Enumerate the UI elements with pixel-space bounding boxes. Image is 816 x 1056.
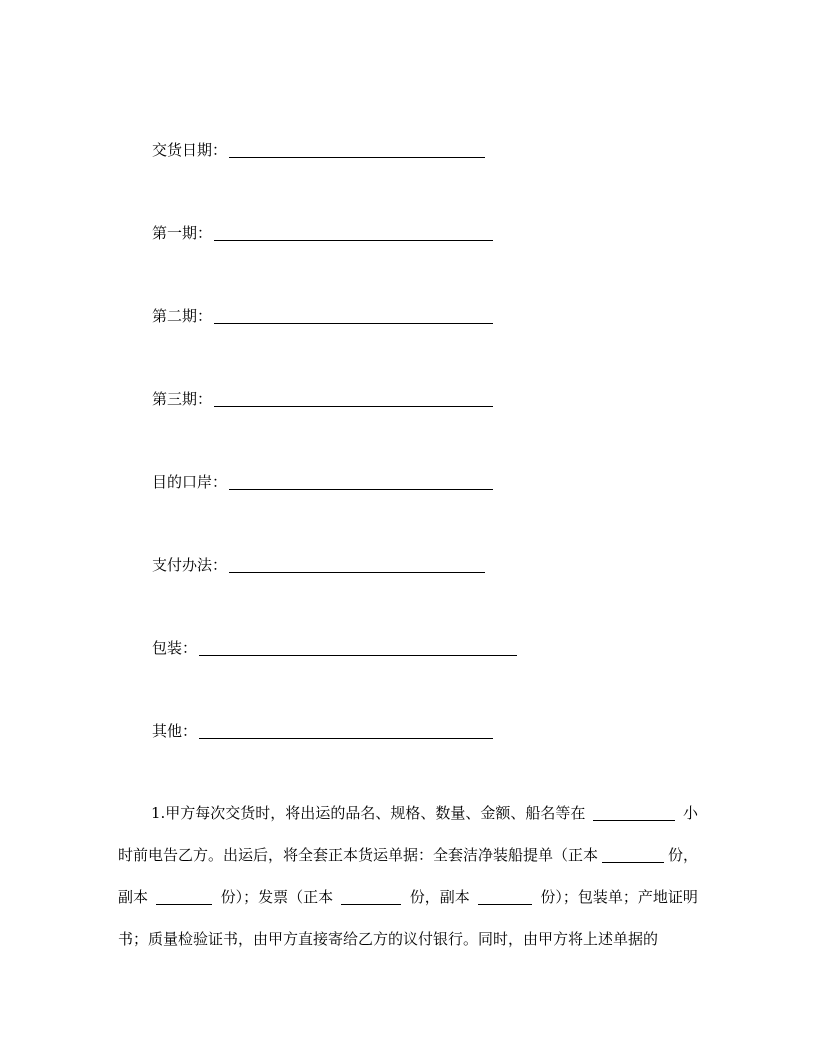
clause-1-text-1a: 1.甲方每次交货时，将出运的品名、规格、数量、金额、船名等在 — [151, 804, 586, 822]
period-1-field — [152, 222, 493, 244]
clause-1-text-2b: 份， — [667, 846, 698, 864]
clause-1-line-3 — [118, 876, 698, 918]
destination-port-field — [152, 471, 493, 493]
clause-1-text-3d: 份）；包装单；产地证明 — [540, 888, 698, 906]
other-label: 其他： — [152, 722, 198, 740]
period-3-blank — [214, 405, 493, 407]
clause-1-line-4 — [118, 918, 698, 960]
period-2-blank — [214, 322, 493, 324]
destination-port-blank — [229, 488, 493, 490]
clause-1-paragraph — [118, 792, 698, 960]
invoice-copy-blank — [478, 890, 532, 905]
period-1-label: 第一期： — [152, 224, 213, 242]
clause-1-line-2 — [118, 834, 698, 876]
period-3-label: 第三期： — [152, 390, 213, 408]
other-field — [152, 720, 493, 742]
clause-1-line-1 — [118, 792, 698, 834]
other-blank — [199, 737, 493, 739]
period-3-field — [152, 388, 493, 410]
bl-copy-blank — [156, 890, 212, 905]
delivery-date-field — [152, 139, 485, 161]
period-1-blank — [214, 239, 493, 241]
hours-blank — [593, 806, 675, 821]
bl-original-blank — [602, 848, 664, 863]
payment-method-blank — [229, 571, 485, 573]
clause-1-text-3a: 副本 — [118, 888, 149, 906]
clause-1-text-3b: 份）；发票（正本 — [220, 888, 334, 906]
packing-field — [152, 637, 517, 659]
clause-1-text-3c: 份，副本 — [409, 888, 470, 906]
delivery-date-label: 交货日期： — [152, 141, 228, 159]
invoice-original-blank — [341, 890, 401, 905]
packing-blank — [199, 654, 517, 656]
clause-1-text-4: 书；质量检验证书，由甲方直接寄给乙方的议付银行。同时，由甲方将上述单据的 — [118, 930, 659, 948]
clause-1-text-2a: 时前电告乙方。出运后，将全套正本货运单据：全套洁净装船提单（正本 — [118, 846, 599, 864]
packing-label: 包装： — [152, 639, 198, 657]
period-2-field — [152, 305, 493, 327]
clause-1-text-1b: 小 — [682, 804, 698, 822]
period-2-label: 第二期： — [152, 307, 213, 325]
payment-method-field — [152, 554, 485, 576]
delivery-date-blank — [229, 156, 485, 158]
payment-method-label: 支付办法： — [152, 556, 228, 574]
destination-port-label: 目的口岸： — [152, 473, 228, 491]
